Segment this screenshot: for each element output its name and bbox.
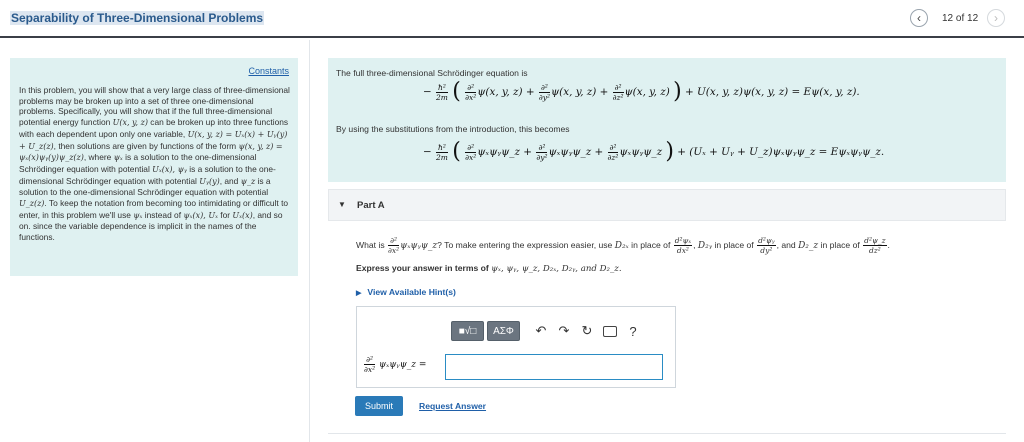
- triangle-right-icon: ▶: [356, 290, 362, 297]
- question-text: What is $\frac{\text{∂²}}{\text{∂x²}}$ ψₓψᵧψ_z? To make entering the expression easier, use D₂ₓ in place of $\frac{\text{d²ψₓ}}{\text{dx²}}$ , D₂ᵧ in place of $\frac{\text{d²ψᵧ}}{\text{dy²}}$ , and D₂_z in place of $\frac{\text{d²ψ\_z}}{\text{dz²}}$ .: [356, 236, 890, 255]
- equation-intro-text: The full three-dimensional Schrödinger equation is: [336, 68, 528, 78]
- templates-button[interactable]: ■√□: [451, 321, 484, 341]
- separated-equation: − $\frac{\text{ħ²}}{2m}$ ( $\frac{\text{∂²}}{\text{∂x²}}$ ψₓψᵧψ_z + $\frac{\text{∂²}}{\text{∂y²}}$ ψₓψᵧψ_z + $\frac{\text{∂²}}{\text{∂z²}}$ ψₓψᵧψ_z ) + (Uₓ + Uᵧ + U_z)ψₓψᵧψ_z = Eψₓψᵧψ_z.: [423, 139, 885, 164]
- redo-icon[interactable]: ↷: [558, 323, 570, 338]
- keyboard-icon[interactable]: [600, 321, 620, 341]
- undo-icon[interactable]: ↶: [535, 323, 547, 338]
- chevron-left-icon[interactable]: ‹: [910, 9, 928, 27]
- help-button[interactable]: ?: [629, 323, 637, 339]
- reset-icon[interactable]: ↻: [581, 323, 593, 338]
- answer-label: $\frac{\text{∂²}}{\text{∂x²}}$ ψₓψᵧψ_z =: [364, 355, 427, 374]
- answer-input[interactable]: [445, 354, 663, 380]
- express-instruction: Express your answer in terms of ψₓ, ψᵧ, ψ_z, D₂ₓ, D₂ᵧ, and D₂_z.: [356, 263, 622, 274]
- top-bar: [0, 0, 1024, 38]
- part-title: Part A: [357, 200, 385, 211]
- submit-button[interactable]: Submit: [355, 396, 403, 416]
- bottom-divider: [328, 433, 1006, 434]
- symbols-button[interactable]: ΑΣΦ: [487, 321, 520, 341]
- constants-link[interactable]: Constants: [248, 66, 289, 76]
- schrodinger-equation-3d: − $\frac{\text{ħ²}}{2m}$ ( $\frac{\text{∂²}}{\text{∂x²}}$ ψ(x, y, z) + $\frac{\text{∂²}}{\text{∂y²}}$ ψ(x, y, z) + $\frac{\text{∂²}}{\text{∂z²}}$ ψ(x, y, z) ) + U(x, y, z)ψ(x, y, z) = Eψ(x, y, z).: [423, 79, 860, 104]
- intro-text: In this problem, you will show that a very large class of three-dimensional problems may be broken up into a set of three one-dimensional problems. Specifically, you will show that if the full three-dimensional potential energy function U(x, y, z) can be broken up into three functions with each dependent upon only one variable, U(x, y, z) = Uₓ(x) + Uᵧ(y) + U_z(z), then solutions are given by functions of the form ψ(x, y, z) = ψₓ(x)ψᵧ(y)ψ_z(z), where ψₓ is a solution to the one-dimensional Schrödinger equation with potential Uₓ(x), ψᵧ is a solution to the one-dimensional Schrödinger equation with potential Uᵧ(y), and ψ_z is a solution to the one-dimensional Schrödinger equation with potential U_z(z). To keep the notation from becoming too intimidating or difficult to enter, in this problem we'll use ψₓ instead of ψₓ(x), Uₓ for Uₓ(x), and so on. since the variable dependence is implicit in the names of the functions.: [19, 85, 290, 243]
- part-a-header[interactable]: [328, 189, 1006, 221]
- chevron-right-icon[interactable]: ›: [987, 9, 1005, 27]
- equation-panel: [328, 58, 1006, 182]
- triangle-down-icon: ▼: [338, 200, 346, 209]
- math-toolbar: [451, 320, 643, 342]
- page-count: 12 of 12: [942, 13, 979, 24]
- substitution-text: By using the substitutions from the introduction, this becomes: [336, 124, 570, 134]
- view-hints-link[interactable]: ▶ View Available Hint(s): [356, 287, 456, 297]
- request-answer-link[interactable]: Request Answer: [419, 401, 487, 411]
- answer-box: [356, 306, 676, 388]
- page-title: Separability of Three-Dimensional Problems: [11, 11, 264, 25]
- intro-panel: [10, 58, 298, 276]
- column-divider: [309, 40, 310, 442]
